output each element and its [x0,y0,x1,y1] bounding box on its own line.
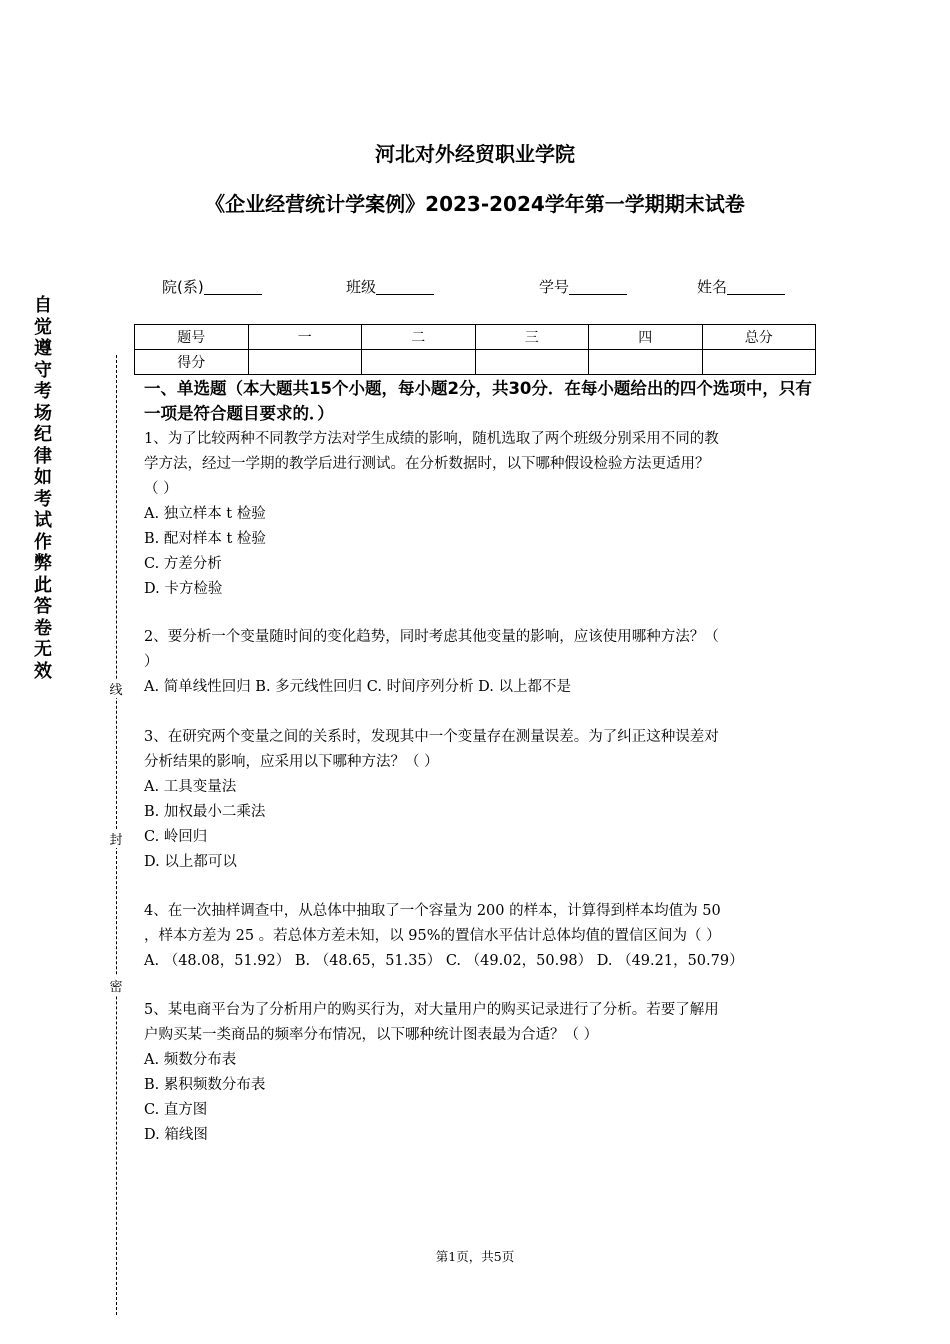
option-b: B. 配对样本 t 检验 [144,531,266,547]
dept-field [162,276,262,297]
question-text: 学方法，经过一学期的教学后进行测试。在分析数据时，以下哪种假设检验方法更适用？ [144,456,710,472]
option-a: A. 独立样本 t 检验 [144,506,266,522]
class-field [346,276,434,297]
question-text: 3、在研究两个变量之间的关系时，发现其中一个变量存在测量误差。为了纠正这种误差对 [144,729,719,745]
class-label: 班级 [346,278,377,296]
exam-title: 《企业经营统计学案例》2023-2024学年第一学期期末试卷 [205,192,745,216]
option-a: A. 工具变量法 [144,779,237,795]
score-row-label: 得分 [135,350,249,375]
side-notice: 自觉遵守考场纪律如考试作弊此答卷无效 [34,295,52,682]
question-text: 4、在一次抽样调查中，从总体中抽取了一个容量为 200 的样本，计算得到样本均值为 50 [144,903,721,919]
school-title: 河北对外经贸职业学院 [375,142,575,166]
question-4 [144,899,814,974]
option-a: A. 频数分布表 [144,1052,237,1068]
score-cell [475,350,589,375]
header-cell: 一 [248,325,362,350]
header-cell: 四 [589,325,703,350]
question-text: 2、要分析一个变量随时间的变化趋势，同时考虑其他变量的影响，应该使用哪种方法？（ [144,629,719,645]
score-cell [589,350,703,375]
option-d: D. 卡方检验 [144,581,223,597]
options-line: A. （48.08，51.92） B. （48.65，51.35） C. （49.02，50.98） D. （49.21，50.79） [144,953,744,969]
option-b: B. 累积频数分布表 [144,1077,266,1093]
header-cell: 二 [362,325,476,350]
option-c: C. 岭回归 [144,829,208,845]
name-label: 姓名 [697,278,728,296]
name-field [697,276,785,297]
score-table-header [135,325,816,350]
question-text: （ ） [144,481,178,497]
binding-mark-secret: 密 [106,976,126,995]
binding-mark-seal: 封 [106,829,126,848]
options-line: A. 简单线性回归 B. 多元线性回归 C. 时间序列分析 D. 以上都不是 [144,679,572,695]
question-3 [144,725,814,875]
score-cell [702,350,816,375]
option-b: B. 加权最小二乘法 [144,804,266,820]
question-text: 1、为了比较两种不同教学方法对学生成绩的影响，随机选取了两个班级分别采用不同的教 [144,431,719,447]
question-5 [144,998,814,1148]
student-id-label: 学号 [539,278,570,296]
section-title: 一、单选题（本大题共15个小题，每小题2分，共30分．在每小题给出的四个选项中，只有一项是符合题目要求的．） [144,379,812,423]
score-table [134,324,816,375]
dept-label: 院(系) [162,278,204,296]
score-cell [362,350,476,375]
option-c: C. 直方图 [144,1102,208,1118]
score-cell [248,350,362,375]
option-d: D. 以上都可以 [144,854,237,870]
option-d: D. 箱线图 [144,1127,208,1143]
question-text: ，样本方差为 25 。若总体方差未知，以 95%的置信水平估计总体均值的置信区间为（ ） [144,928,721,944]
header-cell: 总分 [702,325,816,350]
question-text: 户购买某一类商品的频率分布情况，以下哪种统计图表最为合适？（ ） [144,1027,599,1043]
header-cell: 三 [475,325,589,350]
question-text: ） [144,654,159,670]
option-c: C. 方差分析 [144,556,222,572]
binding-mark-line: 线 [106,679,126,698]
score-row [135,350,816,375]
page-footer: 第1页，共5页 [435,1249,515,1264]
question-1 [144,427,814,602]
header-cell: 题号 [135,325,249,350]
question-text: 5、某电商平台为了分析用户的购买行为，对大量用户的购买记录进行了分析。若要了解用 [144,1002,719,1018]
student-id-field [539,276,627,297]
question-text: 分析结果的影响，应采用以下哪种方法？（ ） [144,754,439,770]
question-2 [144,625,814,700]
